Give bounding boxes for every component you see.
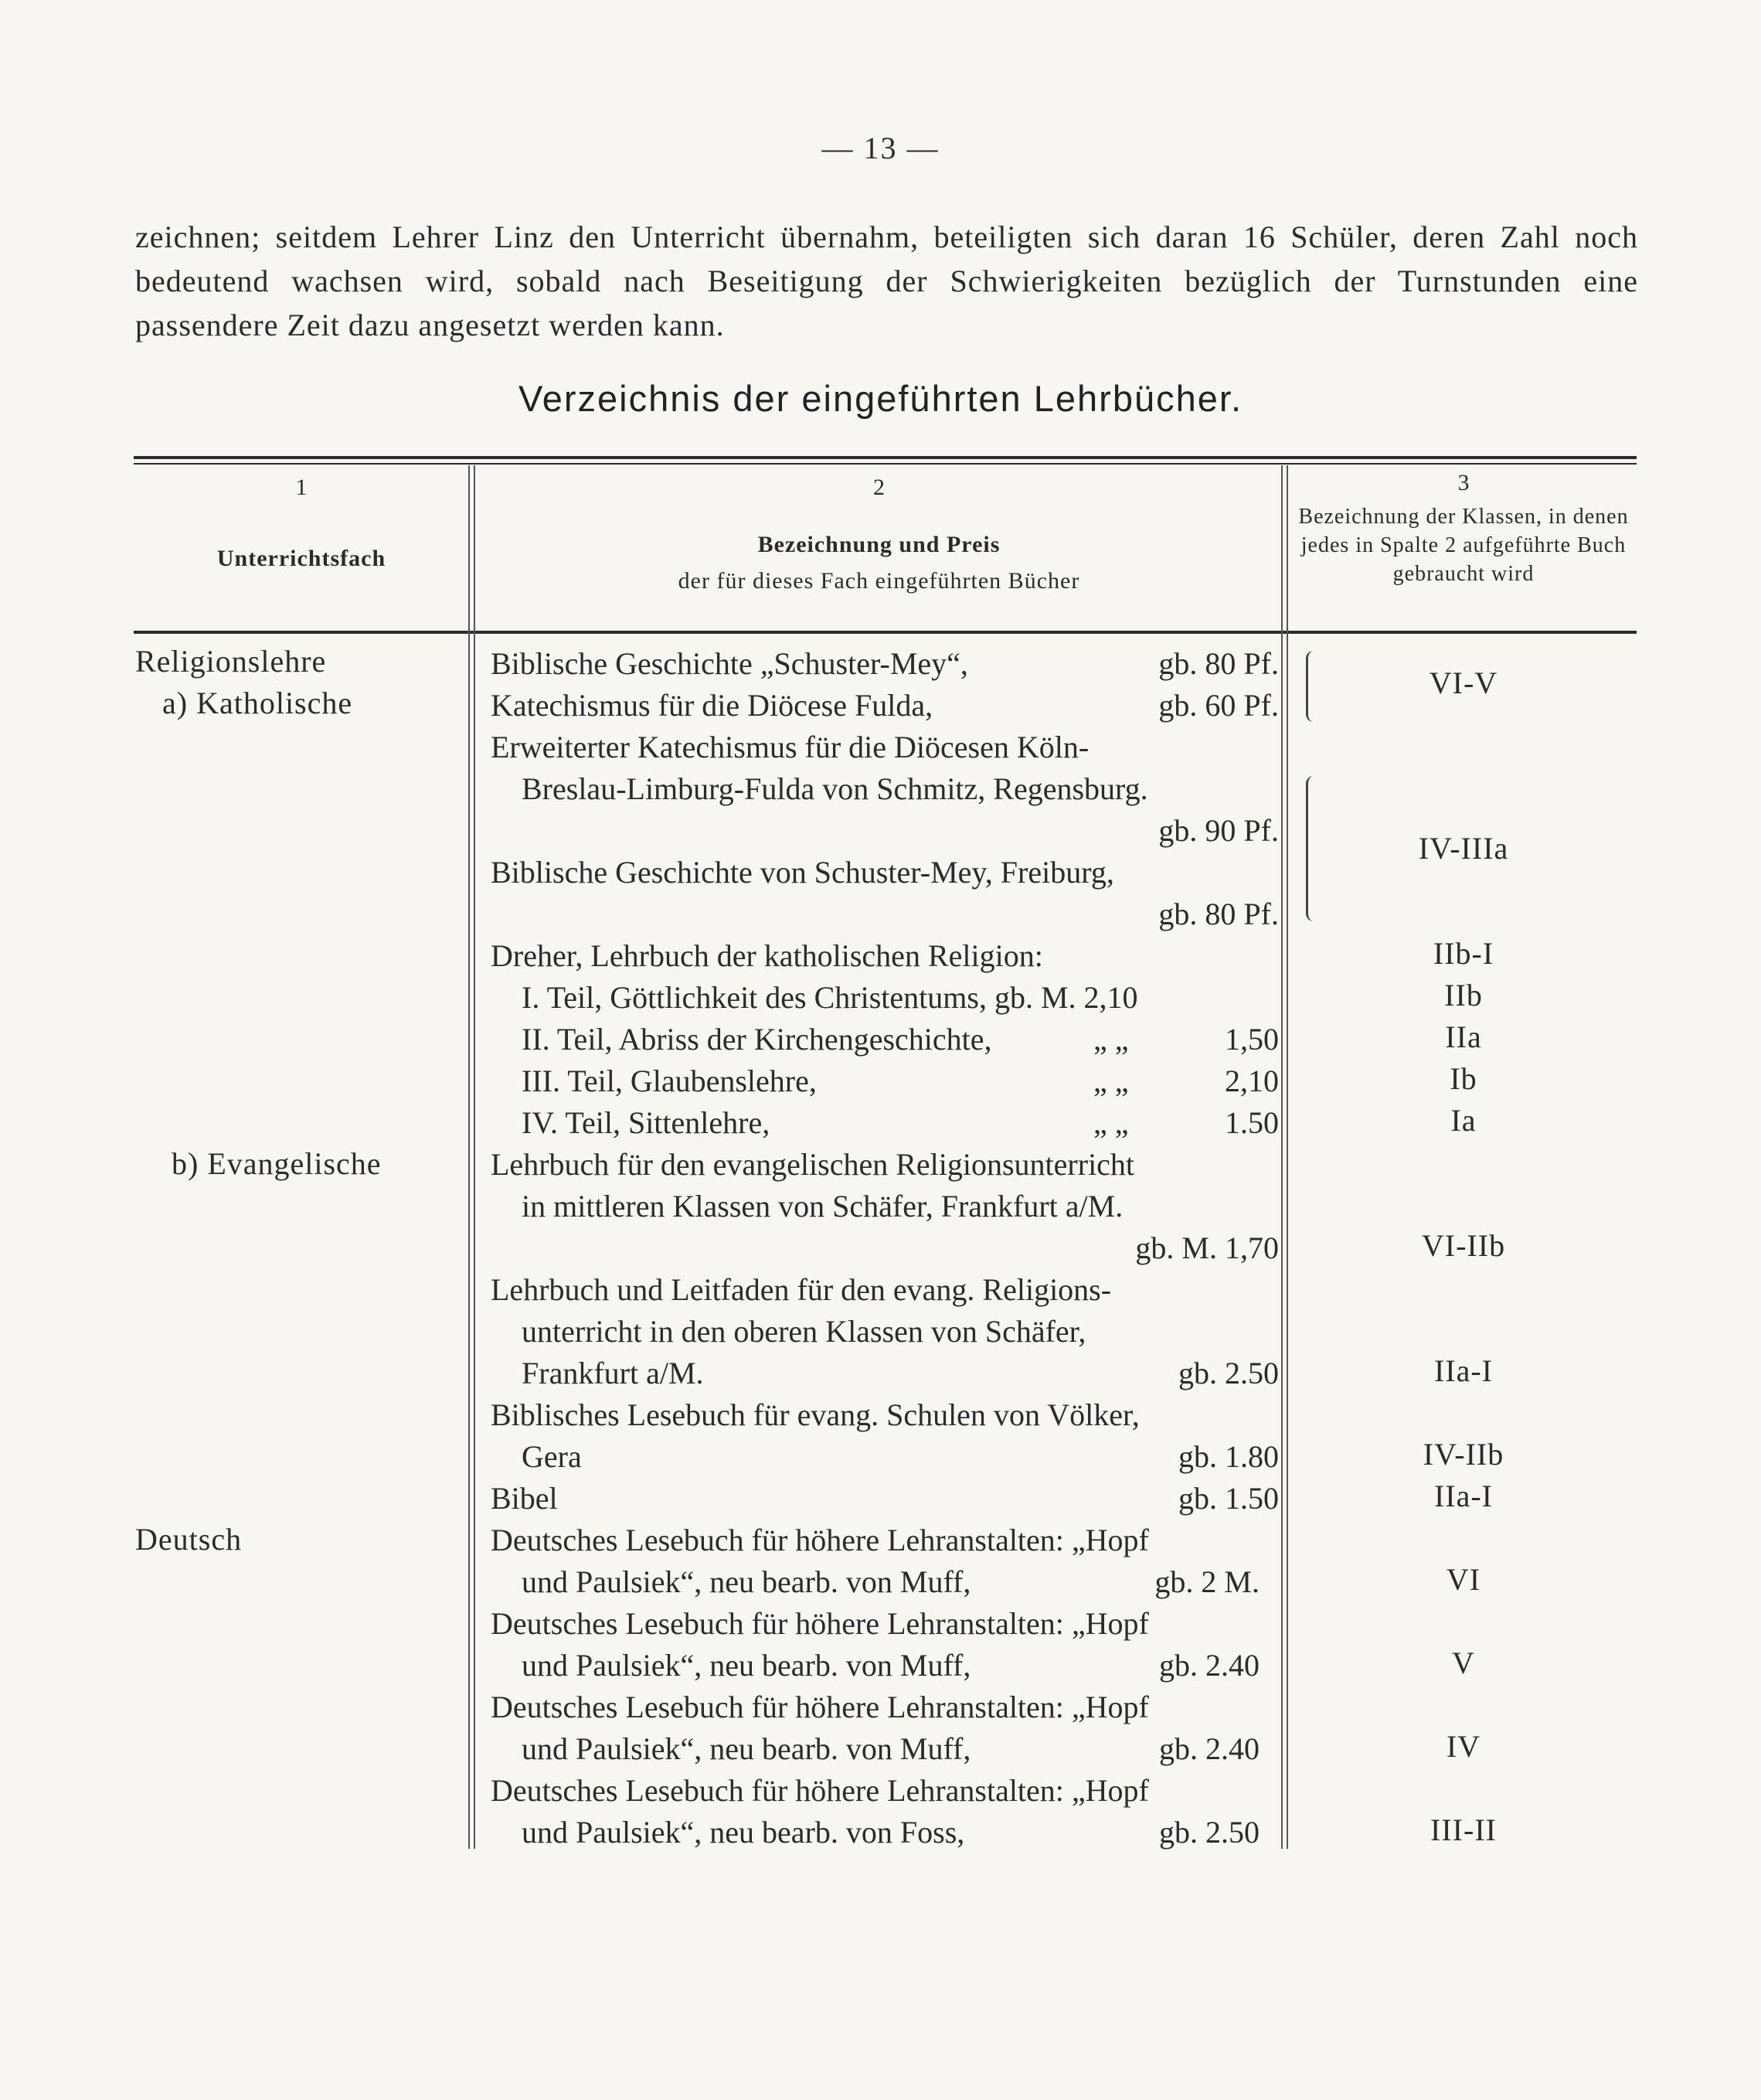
table-rule-top-thin	[134, 463, 1637, 465]
column-divider	[1281, 465, 1283, 1849]
book-entry	[491, 1520, 1279, 1603]
book-entry	[491, 935, 1279, 977]
book-price: gb. 2.40	[1159, 1648, 1260, 1683]
book-line: III. Teil, Glaubenslehre, „ „ 2,10	[491, 1060, 1279, 1102]
class-range: VI-IIb	[1421, 1228, 1506, 1263]
class-range: VI	[1446, 1562, 1481, 1597]
book-line: Breslau-Limburg-Fulda von Schmitz, Regensburg.	[522, 771, 1148, 806]
book-entry	[491, 643, 1279, 685]
book-line: und Paulsiek“, neu bearb. von Muff, gb. 2.40	[491, 1728, 1279, 1770]
class-range: IV-IIIa	[1418, 831, 1509, 866]
column-divider	[1287, 465, 1288, 1849]
book-entry	[491, 977, 1279, 1019]
book-entry	[491, 727, 1279, 852]
book-price: gb. 2.50	[1159, 1815, 1260, 1850]
subject-katholisch: a) Katholische	[162, 686, 353, 720]
column-divider	[468, 465, 470, 1849]
class-range: V	[1452, 1646, 1475, 1680]
book-line	[491, 810, 1279, 852]
book-line: I. Teil, Göttlichkeit des Christentums, gb. M. 2,10	[522, 980, 1138, 1015]
ditto-marks: „ „	[1093, 1105, 1129, 1140]
col-number-3: 3	[1457, 470, 1470, 495]
class-range: VI-V	[1429, 665, 1498, 700]
book-price: gb. M. 1,70	[1135, 1230, 1279, 1265]
book-entry	[491, 1478, 1279, 1520]
book-line: Gera gb. 1.80	[491, 1436, 1279, 1478]
book-price: gb. 1.80	[1178, 1439, 1279, 1474]
table-header-rule	[134, 631, 1637, 634]
book-entry	[491, 685, 1279, 727]
book-line: in mittleren Klassen von Schäfer, Frankfurt a/M.	[522, 1189, 1124, 1224]
book-line: Biblische Geschichte „Schuster-Mey“, gb. 80 Pf.	[491, 643, 1279, 685]
book-line: Frankfurt a/M. gb. 2.50	[491, 1353, 1279, 1394]
book-entry	[491, 852, 1279, 935]
book-line: Erweiterter Katechismus für die Diöcesen Köln-	[491, 730, 1090, 764]
book-price: 1,50	[1225, 1022, 1279, 1057]
book-price: gb. 60 Pf.	[1158, 688, 1279, 723]
book-line: IV. Teil, Sittenlehre, „ „ 1.50	[491, 1102, 1279, 1144]
book-line: unterricht in den oberen Klassen von Schäfer,	[522, 1314, 1086, 1349]
book-line: Biblische Geschichte von Schuster-Mey, Freiburg,	[491, 855, 1114, 890]
book-price: gb. 80 Pf.	[1158, 646, 1279, 681]
book-line: Lehrbuch und Leitfaden für den evang. Religions-	[491, 1272, 1112, 1307]
book-line: Lehrbuch für den evangelischen Religionsunterricht	[491, 1147, 1135, 1182]
class-range: IIb-I	[1433, 936, 1494, 971]
intro-paragraph	[135, 215, 1638, 347]
book-entry	[491, 1770, 1279, 1853]
book-line: Deutsches Lesebuch für höhere Lehranstalten: „Hopf	[491, 1523, 1149, 1557]
intro-text: zeichnen; seitdem Lehrer Linz den Unterricht übernahm, beteiligten sich daran 16 Schüler, deren Zahl noch bedeutend wachsen wird, sobald nach Beseitigung der Schwierigkeiten bezüglich der Turnstunden eine passendere Zeit dazu angesetzt werden kann.	[135, 220, 1638, 342]
book-entry	[491, 1269, 1279, 1394]
class-range: IIa-I	[1433, 1479, 1494, 1513]
class-range: III-II	[1430, 1812, 1497, 1847]
subject-religion: Religionslehre	[135, 644, 327, 679]
book-entry	[491, 1603, 1279, 1686]
col2-subheader: der für dieses Fach eingeführten Bücher	[678, 568, 1080, 594]
subject-evangelisch: b) Evangelische	[172, 1146, 382, 1181]
book-entry	[491, 1394, 1279, 1478]
table-rule-top	[134, 456, 1637, 459]
book-line: und Paulsiek“, neu bearb. von Muff, gb. 2.40	[491, 1645, 1279, 1686]
book-line: Bibel gb. 1.50	[491, 1478, 1279, 1520]
book-entry	[491, 1019, 1279, 1060]
book-line: Katechismus für die Diöcese Fulda, gb. 60 Pf.	[491, 685, 1279, 727]
book-line: Biblisches Lesebuch für evang. Schulen von Völker,	[491, 1397, 1140, 1432]
book-line: Dreher, Lehrbuch der katholischen Religion:	[491, 938, 1043, 973]
book-price: gb. 2.50	[1178, 1356, 1279, 1390]
book-line: Deutsches Lesebuch für höhere Lehranstalten: „Hopf	[491, 1773, 1149, 1808]
class-range: IV	[1446, 1729, 1481, 1764]
book-entry	[491, 1686, 1279, 1770]
book-price: gb. 1.50	[1178, 1481, 1279, 1516]
book-line: Deutsches Lesebuch für höhere Lehranstalten: „Hopf	[491, 1606, 1149, 1641]
col-number-2: 2	[873, 475, 885, 500]
book-price: gb. 80 Pf.	[1158, 897, 1279, 931]
book-line	[491, 1227, 1279, 1269]
ditto-marks: „ „	[1093, 1064, 1129, 1098]
section-heading: Verzeichnis der eingeführten Lehrbücher.	[518, 378, 1243, 419]
col2-header: Bezeichnung und Preis	[757, 532, 1001, 557]
book-line	[491, 893, 1279, 935]
class-range: IIa	[1445, 1019, 1482, 1054]
page-number: — 13 —	[821, 131, 940, 165]
column-divider	[474, 465, 475, 1849]
book-entry	[491, 1102, 1279, 1144]
class-range: IV-IIb	[1423, 1437, 1504, 1472]
book-line: Deutsches Lesebuch für höhere Lehranstalten: „Hopf	[491, 1690, 1149, 1724]
book-line: II. Teil, Abriss der Kirchengeschichte, „ „ 1,50	[491, 1019, 1279, 1060]
ditto-marks: „ „	[1093, 1022, 1129, 1057]
book-price: gb. 2 M.	[1154, 1564, 1260, 1599]
class-range: IIa-I	[1433, 1353, 1494, 1388]
col1-header: Unterrichtsfach	[216, 546, 386, 571]
col-number-1: 1	[295, 475, 308, 500]
book-line: und Paulsiek“, neu bearb. von Foss, gb. 2.50	[491, 1812, 1279, 1853]
book-price: gb. 90 Pf.	[1158, 813, 1279, 848]
class-range: Ia	[1450, 1103, 1477, 1138]
book-entry	[491, 1060, 1279, 1102]
book-price: 2,10	[1225, 1064, 1279, 1098]
class-range: IIb	[1444, 978, 1483, 1013]
class-range: Ib	[1450, 1061, 1477, 1096]
book-price: gb. 2.40	[1159, 1731, 1260, 1766]
book-price: 1.50	[1225, 1105, 1279, 1140]
col3-header: Bezeichnung der Klassen, in denen jedes in Spalte 2 aufgeführte Buch gebraucht wird	[1298, 505, 1629, 586]
subject-deutsch: Deutsch	[135, 1522, 243, 1557]
book-entry	[491, 1144, 1279, 1269]
book-line: und Paulsiek“, neu bearb. von Muff, gb. 2 M.	[491, 1561, 1279, 1603]
